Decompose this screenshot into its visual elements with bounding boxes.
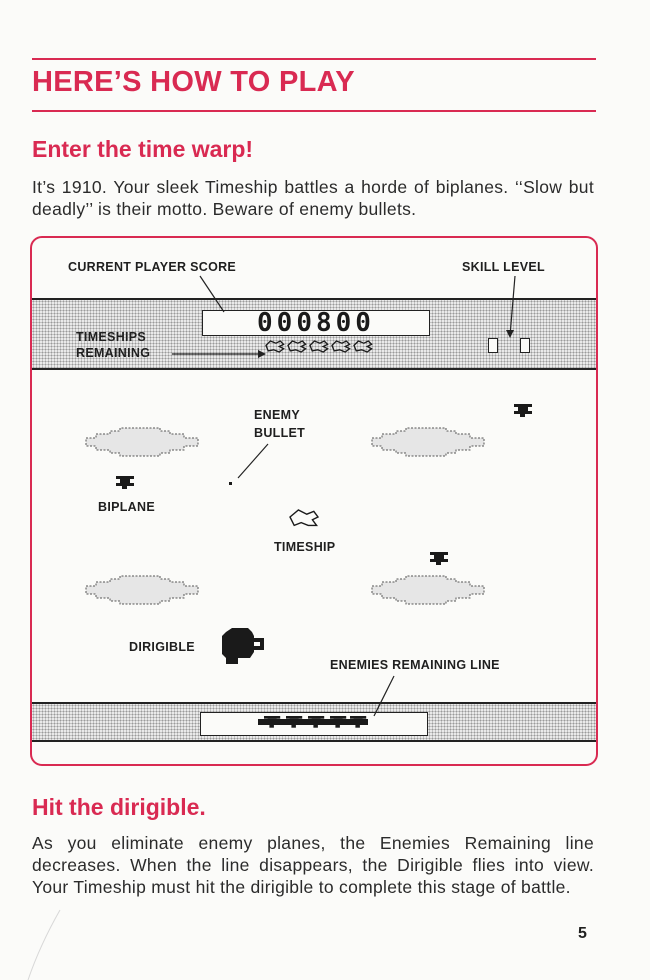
- cloud-lower-left: [86, 576, 198, 604]
- label-enemy: ENEMY: [254, 408, 300, 422]
- timeship-sprite: [290, 510, 318, 525]
- label-biplane: BIPLANE: [98, 500, 155, 514]
- section-body-dirigible: As you eliminate enemy planes, the Enemies Remaining line decreases. When the line disappears, the Dirigible flies into view. Your Timeship must hit the dirigible to complete this stage of battle.: [32, 833, 594, 897]
- top-rule: [32, 58, 596, 60]
- enemies-remaining-sprites: [258, 716, 368, 728]
- label-timeship: TIMESHIP: [274, 540, 336, 554]
- section-heading-time-warp: Enter the time warp!: [32, 136, 254, 162]
- pointer-skill: [510, 276, 515, 336]
- game-screen-diagram: [30, 236, 598, 766]
- diagram-graphics: [32, 238, 596, 764]
- pointer-bullet: [238, 444, 268, 478]
- timeships-remaining-icons: [266, 341, 372, 352]
- label-skill-level: SKILL LEVEL: [462, 260, 545, 274]
- biplane-sprite-top-right: [514, 404, 532, 417]
- enemy-bullet: [229, 482, 232, 485]
- label-timeships: TIMESHIPS: [76, 330, 147, 344]
- cloud-upper-right: [372, 428, 484, 456]
- page-number: 5: [578, 925, 587, 942]
- pointer-score: [200, 276, 224, 312]
- section-heading-dirigible: Hit the dirigible.: [32, 794, 206, 820]
- page-title: HERE’S HOW TO PLAY: [32, 66, 355, 98]
- section-body-time-warp: It’s 1910. Your sleek Timeship battles a horde of biplanes. ‘‘Slow but deadly’’ is their motto. Beware of enemy bullets.: [32, 177, 594, 219]
- cloud-lower-right: [372, 576, 484, 604]
- score-value: 000800: [257, 308, 375, 338]
- label-current-player-score: CURRENT PLAYER SCORE: [68, 260, 237, 274]
- cloud-upper-left: [86, 428, 198, 456]
- pointer-enemies-line: [374, 676, 394, 716]
- title-rule: [32, 110, 596, 112]
- dirigible-sprite: [222, 628, 264, 664]
- label-bullet: BULLET: [254, 426, 306, 440]
- biplane-sprite-left: [116, 476, 134, 489]
- label-enemies-remaining-line: ENEMIES REMAINING LINE: [330, 658, 500, 672]
- biplane-sprite-mid-right: [430, 552, 448, 565]
- label-remaining: REMAINING: [76, 346, 151, 360]
- label-dirigible: DIRIGIBLE: [129, 640, 195, 654]
